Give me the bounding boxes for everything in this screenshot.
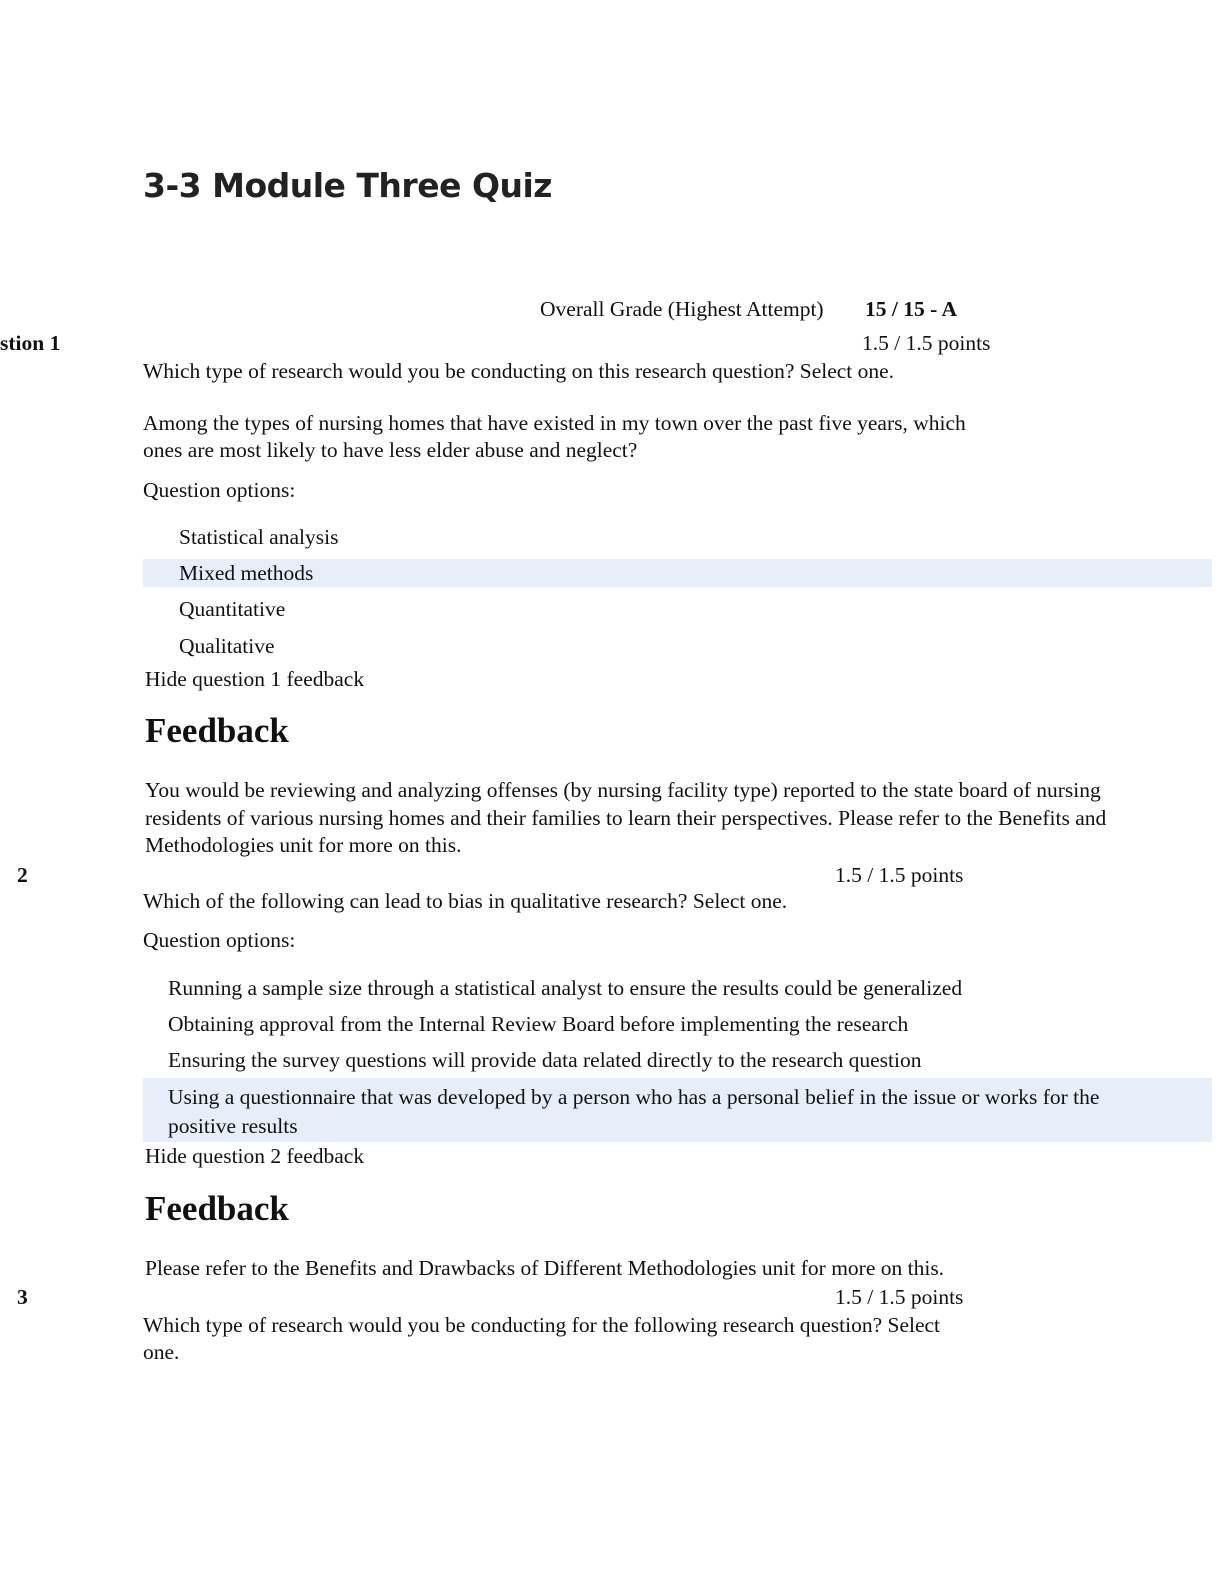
question-1-feedback-heading: Feedback	[145, 711, 289, 750]
question-1-option-mixed-methods[interactable]: Mixed methods	[179, 561, 314, 585]
question-2-score: 1.5 / 1.5 points	[835, 863, 964, 887]
question-1-feedback-line: Methodologies unit for more on this.	[145, 833, 462, 857]
overall-grade-value: 15 / 15 - A	[865, 297, 957, 321]
question-1-scenario-line: ones are most likely to have less elder abuse and neglect?	[143, 438, 638, 462]
question-1-options-label: Question options:	[143, 478, 296, 502]
question-1-prompt: Which type of research would you be conducting on this research question? Select one.	[143, 359, 895, 383]
question-1-scenario-line: Among the types of nursing homes that have existed in my town over the past five years, which	[143, 411, 966, 435]
page-title: 3-3 Module Three Quiz	[143, 166, 553, 205]
question-2-option-biased-questionnaire[interactable]: Using a questionnaire that was developed by a person who has a personal belief in the issue or works for the	[168, 1085, 1100, 1109]
hide-question-1-feedback-link[interactable]: Hide question 1 feedback	[145, 667, 365, 691]
question-1-option-statistical-analysis[interactable]: Statistical analysis	[179, 525, 339, 549]
question-3-prompt-continued: one.	[143, 1340, 180, 1364]
question-1-feedback-line: residents of various nursing homes and their families to learn their perspectives. Please refer to the Benefits and	[145, 806, 1107, 830]
question-2-option-sample-size[interactable]: Running a sample size through a statistical analyst to ensure the results could be generalized	[168, 976, 963, 1000]
question-2-feedback-line: Please refer to the Benefits and Drawbacks of Different Methodologies unit for more on this.	[145, 1256, 945, 1280]
question-1-option-quantitative[interactable]: Quantitative	[179, 597, 286, 621]
question-2-option-survey-questions[interactable]: Ensuring the survey questions will provide data related directly to the research question	[168, 1048, 922, 1072]
overall-grade-label: Overall Grade (Highest Attempt)	[540, 297, 824, 321]
question-2-option-biased-questionnaire-continued[interactable]: positive results	[168, 1114, 298, 1138]
question-2-label: 2	[17, 863, 28, 887]
hide-question-2-feedback-link[interactable]: Hide question 2 feedback	[145, 1144, 365, 1168]
question-1-label: stion 1	[0, 331, 61, 355]
question-2-prompt: Which of the following can lead to bias in qualitative research? Select one.	[143, 889, 788, 913]
question-1-option-qualitative[interactable]: Qualitative	[179, 634, 275, 658]
question-3-prompt: Which type of research would you be conducting for the following research question? Select	[143, 1313, 941, 1337]
question-3-label: 3	[17, 1285, 28, 1309]
question-2-options-label: Question options:	[143, 928, 296, 952]
question-2-feedback-heading: Feedback	[145, 1189, 289, 1228]
question-3-score: 1.5 / 1.5 points	[835, 1285, 964, 1309]
question-2-option-irb-approval[interactable]: Obtaining approval from the Internal Review Board before implementing the research	[168, 1012, 909, 1036]
question-1-feedback-line: You would be reviewing and analyzing offenses (by nursing facility type) reported to the state board of nursing	[145, 778, 1101, 802]
question-1-score: 1.5 / 1.5 points	[862, 331, 991, 355]
